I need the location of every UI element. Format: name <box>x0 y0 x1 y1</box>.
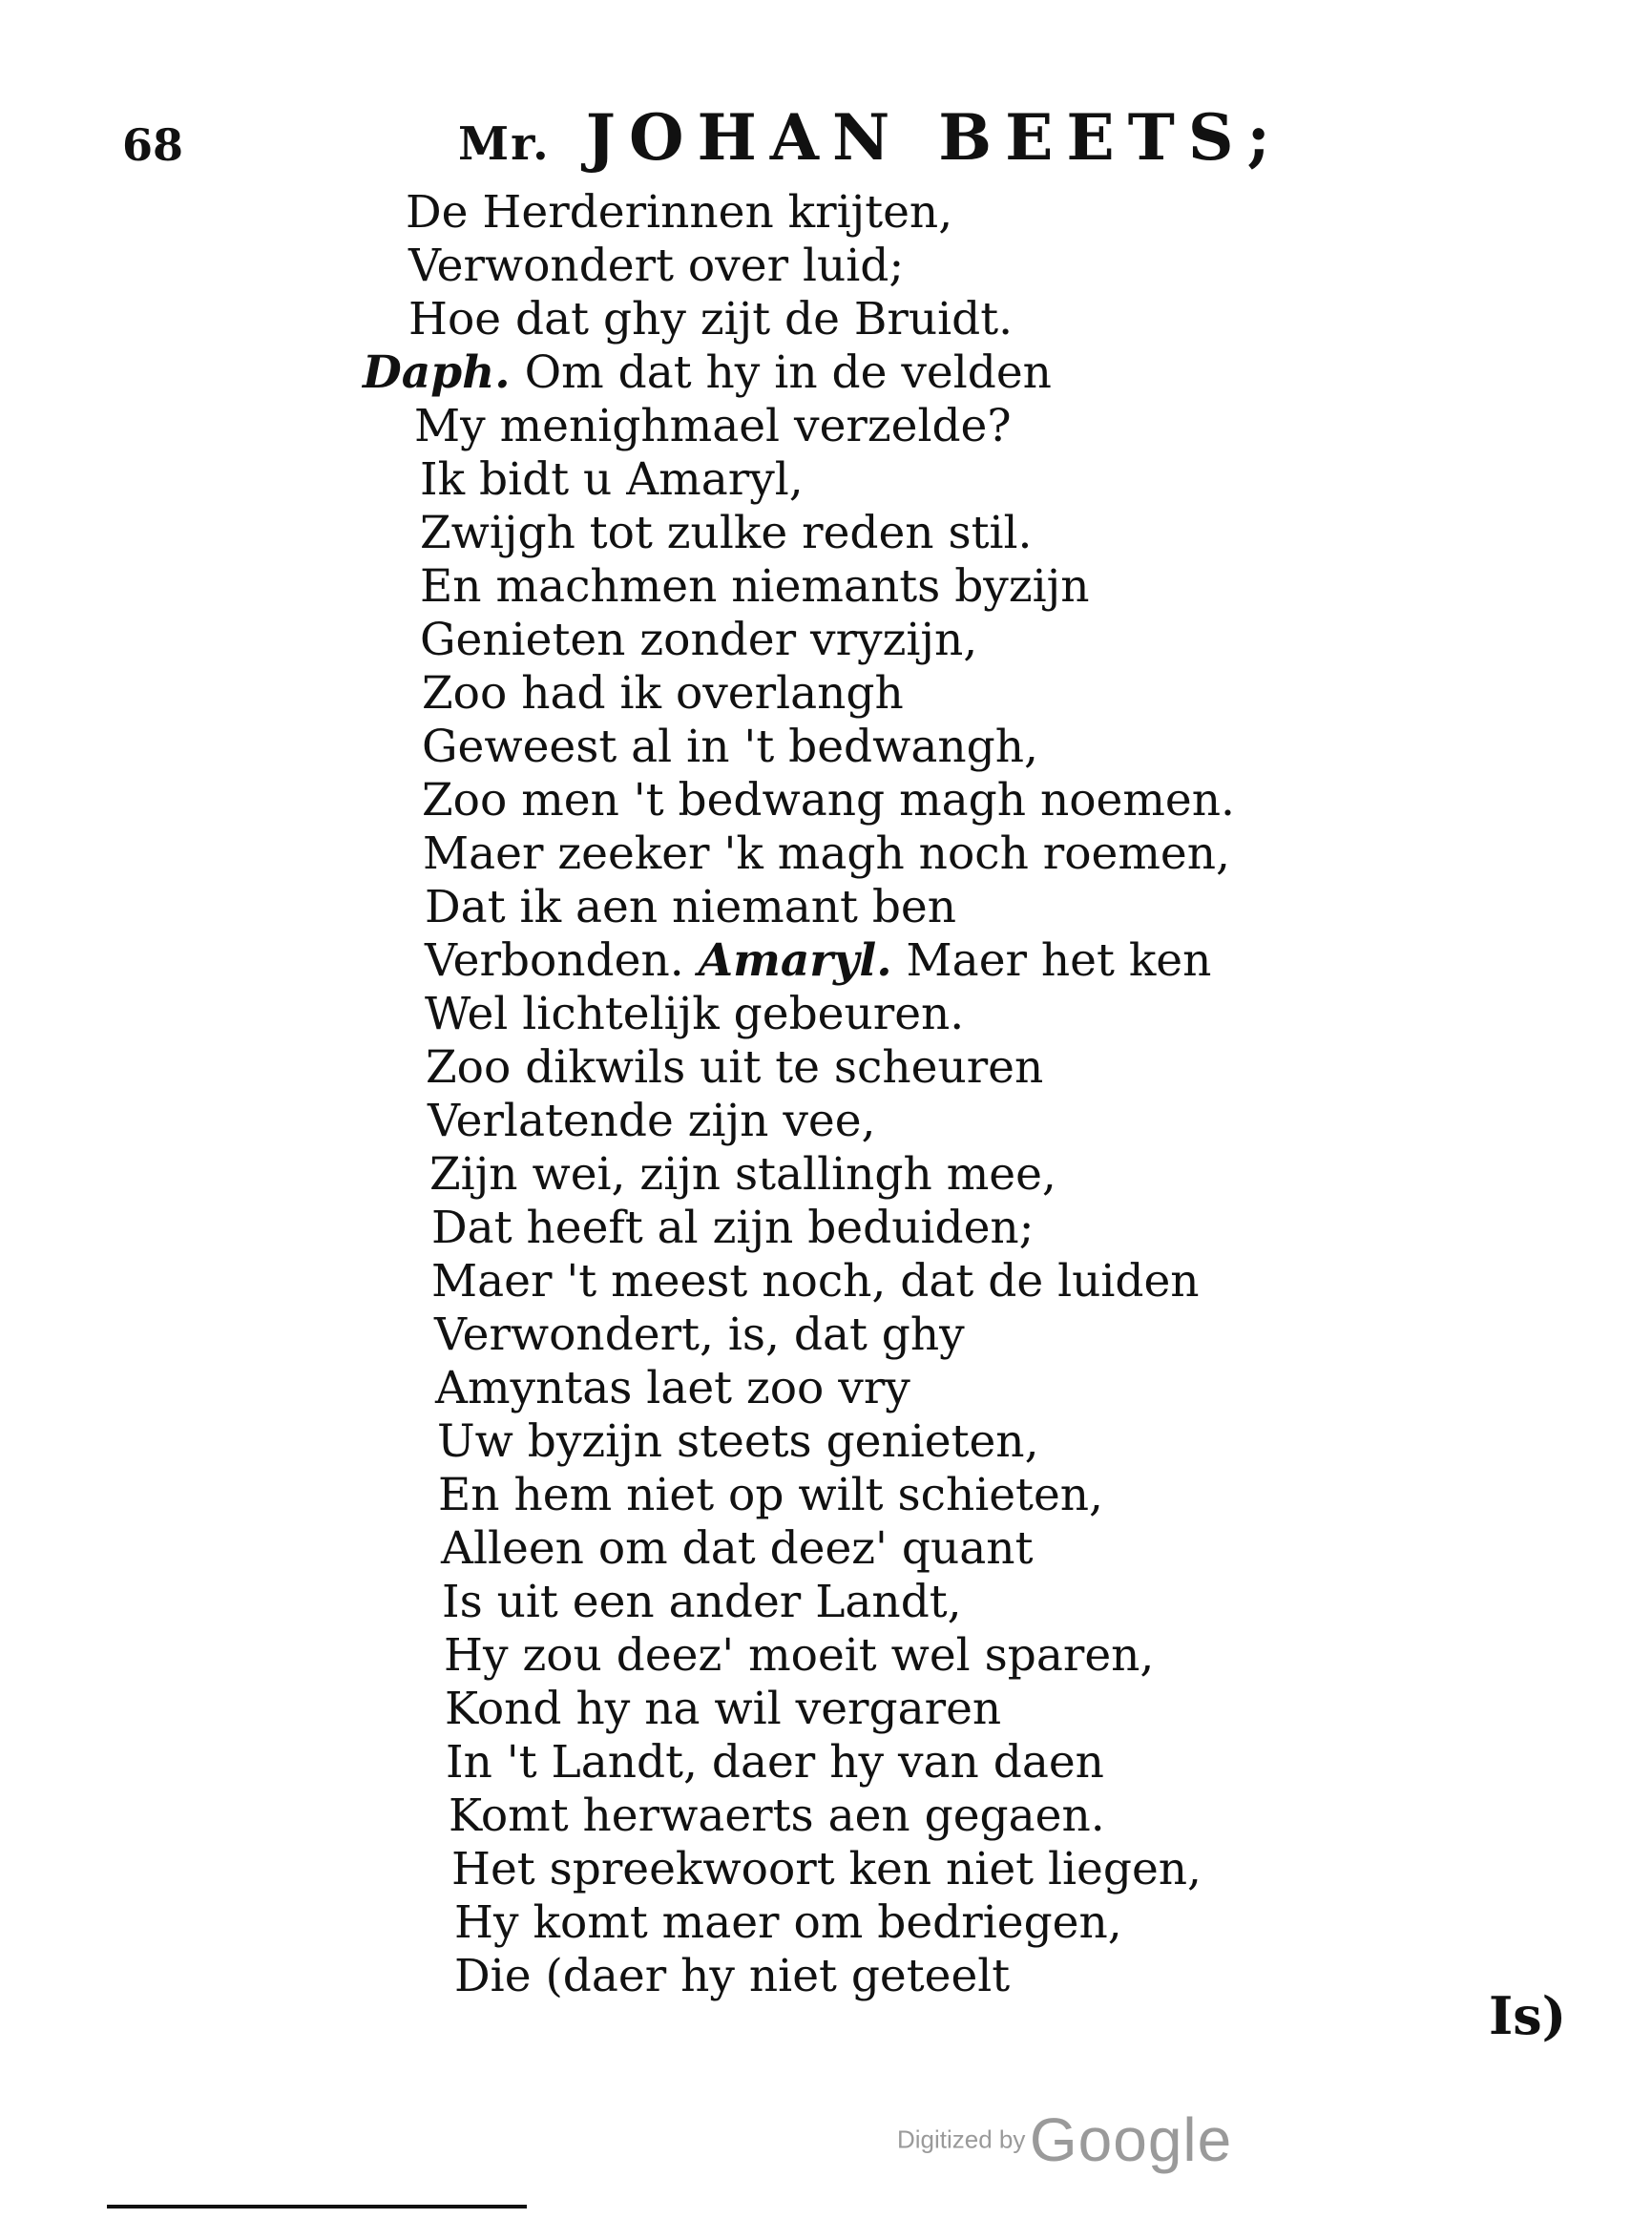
poem-line: Verwondert, is, dat ghy <box>434 1308 965 1361</box>
bottom-rule <box>107 2205 527 2209</box>
poem-line: De Herderinnen krijten, <box>406 186 953 239</box>
poem-line: Die (daer hy niet geteelt <box>454 1950 1011 2002</box>
speaker-label: Daph. <box>363 346 511 399</box>
poem-line: In 't Landt, daer hy van daen <box>446 1736 1104 1789</box>
poem-line: Het spreekwoort ken niet liegen, <box>451 1843 1202 1895</box>
poem-line: En hem niet op wilt schieten, <box>438 1469 1103 1521</box>
poem-line: My menighmael verzelde? <box>414 400 1012 452</box>
poem-line: Hoe dat ghy zijt de Bruidt. <box>408 293 1014 345</box>
poem-line: Alleen om dat deez' quant <box>441 1522 1034 1575</box>
poem-line: Genieten zonder vryzijn, <box>420 614 978 666</box>
page-number: 68 <box>122 119 184 171</box>
poem-line: Zoo had ik overlangh <box>422 667 904 720</box>
poem-line: Wel lichtelijk gebeuren. <box>425 988 965 1040</box>
poem-line: Verbonden. Amaryl. Maer het ken <box>425 934 1212 987</box>
poem-line: Hy komt maer om bedriegen, <box>454 1896 1122 1949</box>
poem-line: Zijn wei, zijn stallingh mee, <box>429 1148 1056 1201</box>
poem-line: Dat ik aen niemant ben <box>425 881 957 933</box>
watermark-prefix: Digitized by <box>897 2125 1026 2154</box>
poem-line: Amyntas laet zoo vry <box>435 1362 910 1414</box>
poem-line: Zoo men 't bedwang magh noemen. <box>422 774 1235 827</box>
poem-line: Dat heeft al zijn beduiden; <box>431 1202 1035 1254</box>
poem-line: Komt herwaerts aen gegaen. <box>449 1790 1105 1842</box>
poem-line: Daph. Om dat hy in de velden <box>363 346 1052 399</box>
running-head-prefix: Mr. <box>458 117 551 171</box>
running-head <box>458 100 1284 175</box>
google-logo: Google <box>1029 2105 1233 2174</box>
poem-line: Zwijgh tot zulke reden stil. <box>420 507 1033 559</box>
catchword: Is) <box>1489 1985 1567 2046</box>
poem-line: Maer 't meest noch, dat de luiden <box>431 1255 1200 1308</box>
running-head-title: JOHAN BEETS; <box>585 100 1284 175</box>
poem-line: Verwondert over luid; <box>408 240 905 292</box>
poem-line: Kond hy na wil vergaren <box>445 1683 1002 1735</box>
poem-line: Is uit een ander Landt, <box>442 1576 962 1628</box>
poem-line: Geweest al in 't bedwangh, <box>422 721 1038 773</box>
poem-line: Uw byzijn steets genieten, <box>437 1415 1039 1468</box>
poem-line: En machmen niemants byzijn <box>420 560 1090 613</box>
poem-line: Verlatende zijn vee, <box>428 1095 876 1147</box>
digitized-watermark <box>897 2104 1232 2175</box>
speaker-label: Amaryl. <box>698 934 892 987</box>
poem-line: Zoo dikwils uit te scheuren <box>426 1041 1044 1094</box>
poem-line: Maer zeeker 'k magh noch roemen, <box>423 827 1230 880</box>
poem-line: Hy zou deez' moeit wel sparen, <box>444 1629 1155 1682</box>
poem-line: Ik bidt u Amaryl, <box>420 453 804 506</box>
